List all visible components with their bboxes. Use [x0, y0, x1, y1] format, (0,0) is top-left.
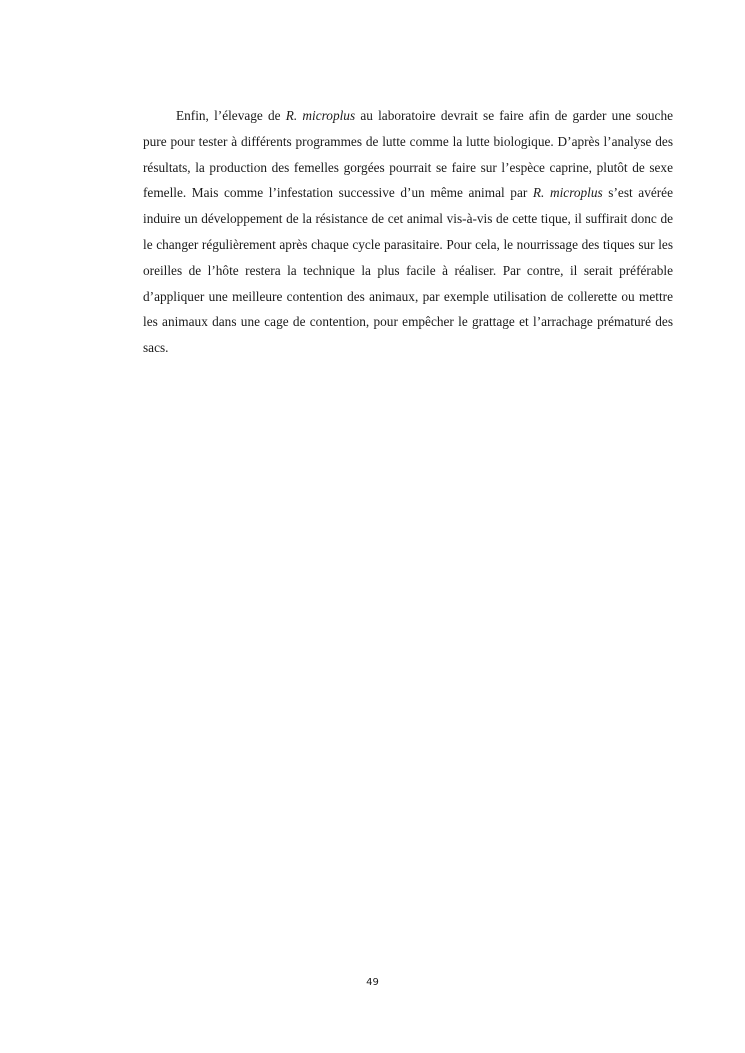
paragraph-text-1: Enfin, l’élevage de	[176, 108, 286, 123]
species-name-2: R. microplus	[532, 185, 603, 201]
paragraph-text-3: s’est avérée induire un développement de la résistance de cet animal vis-à-vis de cette tique, il suffirait donc de le changer régulièrement après chaque cycle parasitaire. Pour cela, le nourrissage des tiques sur les oreilles de l’hôte restera la technique la plus facile à réaliser. Par contre, il serait préférable d’appliquer une meilleure contention des animaux, par exemple utilisation de collerette ou mettre les animaux dans une cage de contention, pour empêcher le grattage et l’arrachage prématuré des sacs.	[143, 185, 673, 356]
paragraph-text-2: au laboratoire devrait se faire afin de garder une souche pure pour tester à différents programmes de lutte comme la lutte biologique. D’après l’analyse des résultats, la production des femelles gorgées pourrait se faire sur l’espèce caprine, plutôt de sexe femelle. Mais comme l’infestation successive d’un même animal par	[143, 108, 674, 201]
body-paragraph	[143, 103, 673, 361]
species-name-1: R. microplus	[285, 108, 356, 123]
page-number: 49	[366, 977, 379, 988]
